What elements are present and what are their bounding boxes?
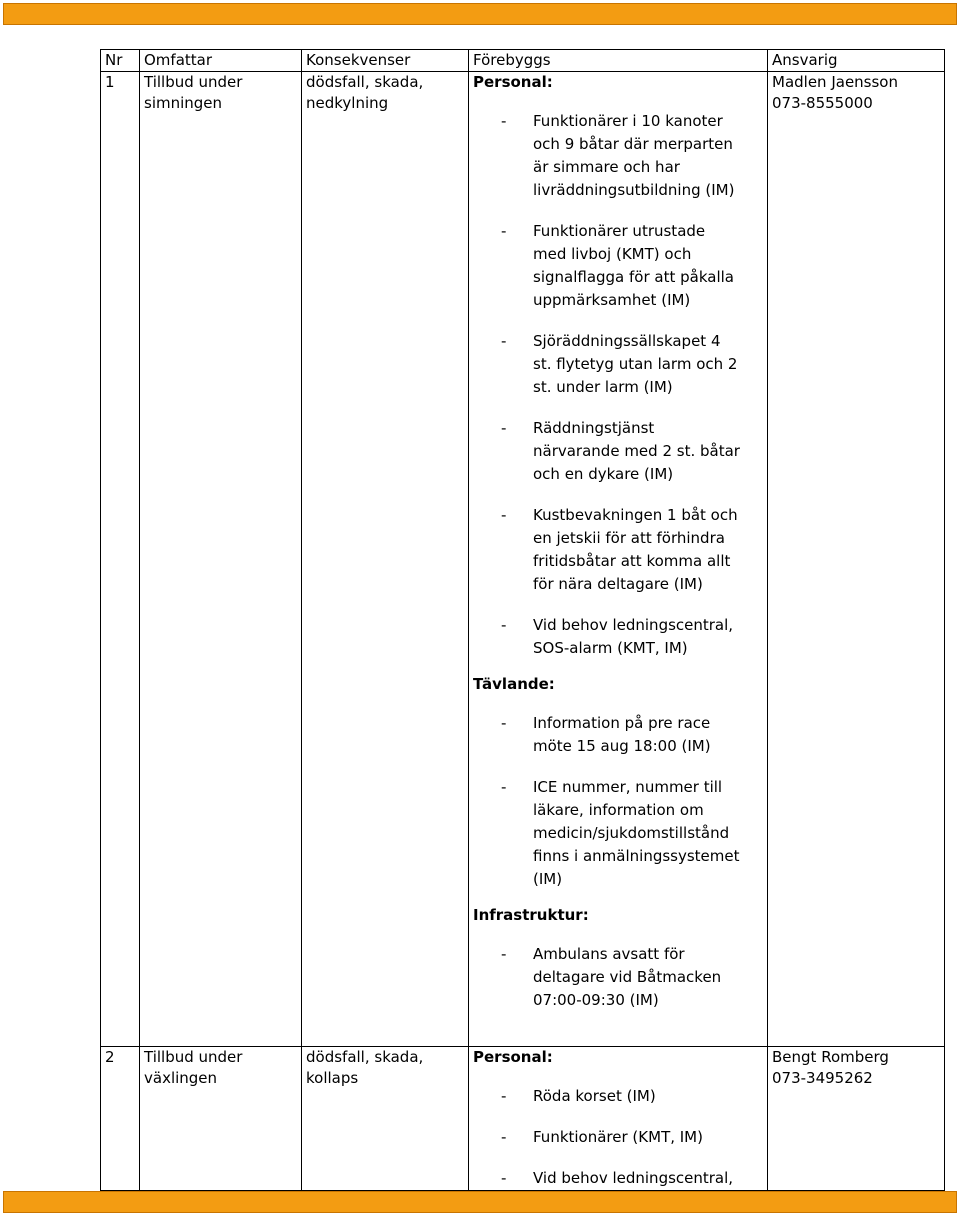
list-item: - Funktionärer utrustade med livboj (KMT) och signalflagga för att påkalla uppmärksamhet (IM) <box>501 222 734 309</box>
responsible-name: Madlen Jaensson <box>772 73 898 91</box>
row-forebyggs <box>469 72 768 1047</box>
list-item: - Vid behov ledningscentral, SOS-alarm (KMT, IM) <box>501 616 734 657</box>
list-item: - Kustbevakningen 1 båt och en jetskii för att förhindra fritidsbåtar att komma allt för nära deltagare (IM) <box>501 506 738 593</box>
bottom-orange-bar <box>3 1191 957 1213</box>
risk-table <box>100 49 945 1191</box>
table-row <box>101 72 945 1047</box>
row-forebyggs <box>469 1047 768 1191</box>
row-ansvarig <box>768 72 945 1047</box>
measure-list <box>473 712 763 891</box>
table-row <box>101 1047 945 1191</box>
header-konsekvenser: Konsekvenser <box>302 50 469 72</box>
header-nr: Nr <box>101 50 140 72</box>
list-item: - Räddningstjänst närvarande med 2 st. båtar och en dykare (IM) <box>501 419 740 483</box>
table-header-row <box>101 50 945 72</box>
section-label: Personal: <box>473 73 553 91</box>
header-ansvarig: Ansvarig <box>768 50 945 72</box>
row-omfattar: Tillbud under simningen <box>140 72 302 1047</box>
row-konsekvenser: dödsfall, skada, nedkylning <box>302 72 469 1047</box>
responsible-phone: 073-8555000 <box>772 94 873 112</box>
top-orange-bar <box>3 3 957 25</box>
header-omfattar: Omfattar <box>140 50 302 72</box>
list-item: - Ambulans avsatt för deltagare vid Båtmacken 07:00-09:30 (IM) <box>501 945 722 1009</box>
measure-list <box>473 110 763 660</box>
list-item: - Funktionärer i 10 kanoter och 9 båtar där merparten är simmare och har livräddningsutbildning (IM) <box>501 112 735 199</box>
measure-list <box>473 943 763 1012</box>
responsible-name: Bengt Romberg <box>772 1048 889 1066</box>
responsible-phone: 073-3495262 <box>772 1069 873 1087</box>
row-konsekvenser: dödsfall, skada, kollaps <box>302 1047 469 1191</box>
list-item: - Funktionärer (KMT, IM) <box>501 1128 703 1146</box>
section-label: Infrastruktur: <box>473 906 589 924</box>
section-label: Personal: <box>473 1048 553 1066</box>
list-item: - Vid behov ledningscentral, <box>501 1169 734 1187</box>
section-label: Tävlande: <box>473 675 555 693</box>
list-item: - Sjöräddningssällskapet 4 st. flytetyg utan larm och 2 st. under larm (IM) <box>501 332 738 396</box>
row-nr: 2 <box>101 1047 140 1191</box>
row-omfattar: Tillbud under växlingen <box>140 1047 302 1191</box>
header-forebyggs: Förebyggs <box>469 50 768 72</box>
row-ansvarig <box>768 1047 945 1191</box>
row-nr: 1 <box>101 72 140 1047</box>
list-item: - Röda korset (IM) <box>501 1087 656 1105</box>
list-item: - Information på pre race möte 15 aug 18:00 (IM) <box>501 714 711 755</box>
measure-list <box>473 1085 763 1190</box>
list-item: - ICE nummer, nummer till läkare, information om medicin/sjukdomstillstånd finns i anmälningssystemet (IM) <box>501 778 740 888</box>
